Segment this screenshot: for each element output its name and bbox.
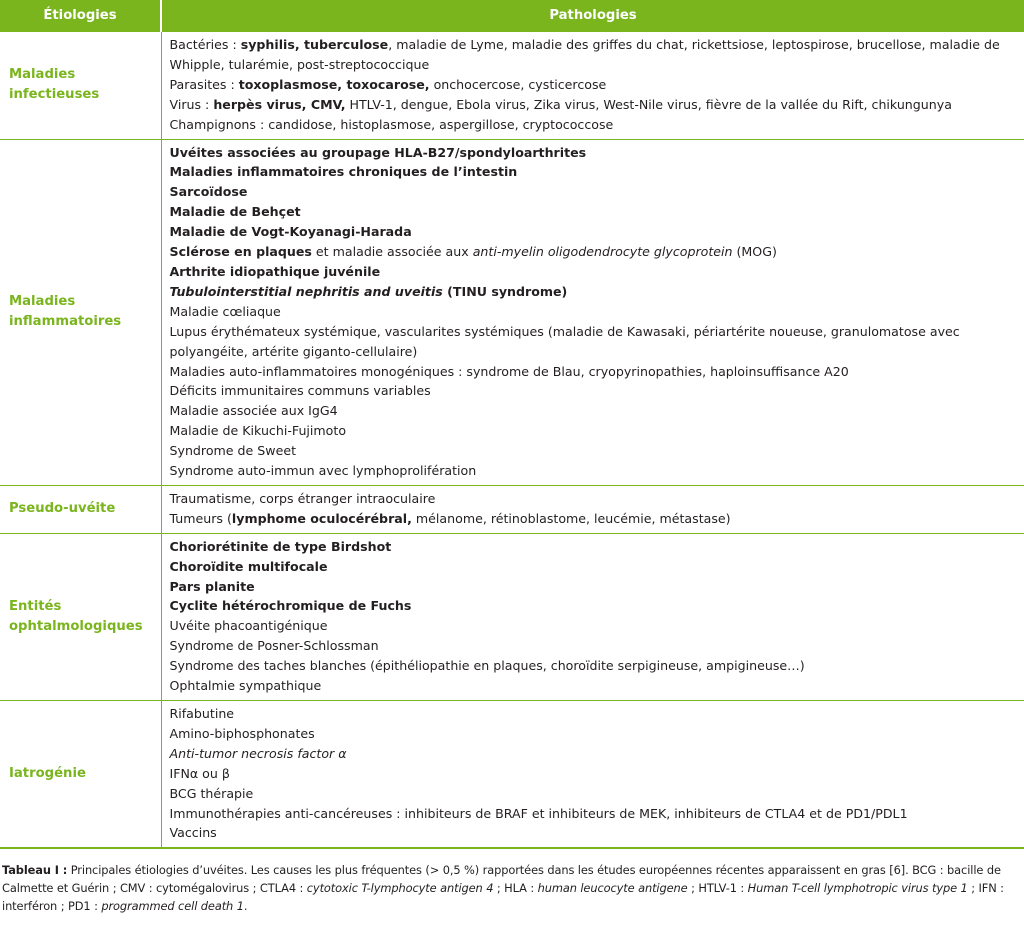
text-segment: Tubulointerstitial nephritis and uveitis <box>169 283 443 299</box>
caption-text: human leucocyte antigene <box>537 881 688 896</box>
text-segment: , maladie de Lyme, maladie des griffes du chat, rickettsiose, leptospirose, brucellose, maladie de Whipple, tularémie, post-streptococcique <box>169 37 1000 72</box>
caption-text: ; HLA : <box>493 881 538 896</box>
pathology-item <box>170 362 1019 382</box>
text-segment: Syndrome des taches blanches (épithéliopathie en plaques, choroïdite serpigineuse, ampigineuse…) <box>169 658 805 674</box>
etiology-category <box>0 533 161 700</box>
caption-label: Tableau I : <box>2 863 68 878</box>
table-caption <box>0 861 1024 915</box>
caption-text: . <box>243 899 248 914</box>
pathology-item <box>170 182 1019 202</box>
text-segment: Maladie cœliaque <box>169 303 281 319</box>
text-segment: Syndrome de Sweet <box>169 443 297 459</box>
text-segment: et maladie associée aux <box>311 244 473 260</box>
pathology-item <box>170 282 1019 302</box>
pathology-item <box>170 461 1019 481</box>
text-segment: lymphome oculocérébral, <box>231 510 412 526</box>
pathology-item <box>170 577 1019 597</box>
category-label-line: infectieuses <box>9 87 100 103</box>
text-segment: Maladies auto-inflammatoires monogéniques : syndrome de Blau, cryopyrinopathies, haploinsuffisance A20 <box>169 363 849 379</box>
pathology-item <box>170 95 1019 115</box>
pathology-item <box>170 489 1019 509</box>
text-segment: Maladie de Behçet <box>169 204 301 220</box>
pathology-item <box>170 509 1019 529</box>
caption-text: programmed cell death 1 <box>101 899 244 914</box>
pathology-item <box>170 764 1019 784</box>
pathology-list <box>161 32 1024 139</box>
text-segment: Parasites : <box>169 76 239 92</box>
text-segment: Arthrite idiopathique juvénile <box>169 263 381 279</box>
text-segment: herpès virus, CMV, <box>213 96 346 112</box>
text-segment: Anti-tumor necrosis factor α <box>169 745 347 761</box>
text-segment: Immunothérapies anti-cancéreuses : inhibiteurs de BRAF et inhibiteurs de MEK, inhibiteurs de CTLA4 et de PD1/PDL1 <box>169 805 908 821</box>
category-label-line: ophtalmologiques <box>9 618 143 634</box>
caption-text: Human T-cell lymphotropic virus type 1 <box>747 881 968 896</box>
table-row <box>0 485 1024 533</box>
text-segment: Traumatisme, corps étranger intraoculaire <box>169 490 436 506</box>
pathology-item <box>170 656 1019 676</box>
caption-text: ; IFN : interféron ; PD1 : <box>2 881 1004 914</box>
pathology-item <box>170 35 1019 75</box>
pathology-item <box>170 401 1019 421</box>
pathology-item <box>170 222 1019 242</box>
text-segment: Sclérose en plaques <box>169 244 312 260</box>
text-segment: anti-myelin oligodendrocyte glycoprotein <box>472 244 733 260</box>
category-label-line: Iatrogénie <box>9 766 86 782</box>
header-etiologies: Étiologies <box>0 0 161 32</box>
text-segment: Bactéries : <box>169 37 241 52</box>
text-segment: Maladie associée aux IgG4 <box>169 403 338 419</box>
text-segment: syphilis, tuberculose <box>240 37 389 52</box>
text-segment: Choroïdite multifocale <box>169 558 328 574</box>
text-segment: Amino-biphosphonates <box>169 725 315 741</box>
pathology-list <box>161 533 1024 700</box>
text-segment: (MOG) <box>732 244 777 260</box>
pathology-item <box>170 302 1019 322</box>
pathology-item <box>170 381 1019 401</box>
category-label-line: Entités <box>9 598 62 614</box>
header-row <box>0 0 1024 32</box>
table-row <box>0 139 1024 485</box>
pathology-list <box>161 485 1024 533</box>
text-segment: onchocercose, cysticercose <box>429 76 607 92</box>
text-segment: Lupus érythémateux systémique, vascularites systémiques (maladie de Kawasaki, périartérite noueuse, granulomatose avec polyangéite, artérite giganto-cellulaire) <box>169 323 960 359</box>
text-segment: Pars planite <box>169 578 255 594</box>
category-label-line: Maladies <box>9 294 76 310</box>
pathology-item <box>170 744 1019 764</box>
text-segment: Syndrome de Posner-Schlossman <box>169 638 379 654</box>
pathology-item <box>170 724 1019 744</box>
text-segment: Tumeurs ( <box>169 510 232 526</box>
pathology-item <box>170 596 1019 616</box>
category-label-line: Pseudo-uvéite <box>9 501 116 517</box>
pathology-item <box>170 143 1019 163</box>
text-segment: Uvéite phacoantigénique <box>169 618 328 634</box>
text-segment: Maladie de Kikuchi-Fujimoto <box>169 423 347 439</box>
text-segment: Vaccins <box>169 825 217 841</box>
pathology-item <box>170 162 1019 182</box>
pathology-item <box>170 784 1019 804</box>
pathology-item <box>170 242 1019 262</box>
text-segment: Maladies inflammatoires chroniques de l’intestin <box>169 164 518 180</box>
text-segment: Sarcoïdose <box>169 184 248 200</box>
text-segment: Uvéites associées au groupage HLA-B27/spondyloarthrites <box>169 144 587 160</box>
table-body <box>0 32 1024 848</box>
pathology-item <box>170 75 1019 95</box>
text-segment: Déficits immunitaires communs variables <box>169 383 431 399</box>
text-segment: IFNα ou β <box>169 765 230 781</box>
caption-text: ; HTLV-1 : <box>687 881 748 896</box>
table-row <box>0 701 1024 849</box>
text-segment: toxoplasmose, toxocarose, <box>238 76 430 92</box>
pathology-item <box>170 616 1019 636</box>
text-segment: Cyclite hétérochromique de Fuchs <box>169 598 412 614</box>
pathology-item <box>170 704 1019 724</box>
pathology-item <box>170 202 1019 222</box>
text-segment: BCG thérapie <box>169 785 254 801</box>
pathology-item <box>170 441 1019 461</box>
table-row <box>0 32 1024 139</box>
text-segment: Choriorétinite de type Birdshot <box>169 538 392 554</box>
table-row <box>0 533 1024 700</box>
text-segment: mélanome, rétinoblastome, leucémie, métastase) <box>411 510 731 526</box>
text-segment: Ophtalmie sympathique <box>169 678 322 694</box>
text-segment: HTLV-1, dengue, Ebola virus, Zika virus, West-Nile virus, fièvre de la vallée du Rift, chikungunya <box>345 96 952 112</box>
pathology-item <box>170 262 1019 282</box>
pathology-item <box>170 823 1019 843</box>
etiology-category <box>0 32 161 139</box>
caption-text: Principales étiologies d’uvéites. Les causes les plus fréquentes (> 0,5 %) rapportées dans les études européennes récentes apparaissent en gras [6]. BCG : bacille de Calmette et Guérin ; CMV : cytomégalovirus ; CTLA4 : <box>2 863 1001 896</box>
category-label-line: Maladies <box>9 67 76 83</box>
pathology-item <box>170 421 1019 441</box>
text-segment: Maladie de Vogt-Koyanagi-Harada <box>169 224 412 240</box>
pathology-item <box>170 676 1019 696</box>
caption-text: cytotoxic T-lymphocyte antigen 4 <box>306 881 494 896</box>
text-segment: Virus : <box>169 96 214 112</box>
text-segment: Rifabutine <box>169 706 235 721</box>
pathology-item <box>170 804 1019 824</box>
pathology-item <box>170 557 1019 577</box>
pathology-item <box>170 115 1019 135</box>
header-pathologies: Pathologies <box>161 0 1024 32</box>
etiology-category <box>0 139 161 485</box>
pathology-list <box>161 139 1024 485</box>
text-segment: Syndrome auto-immun avec lymphoprolifération <box>169 463 477 479</box>
pathology-item <box>170 636 1019 656</box>
table-header <box>0 0 1024 32</box>
text-segment: (TINU syndrome) <box>442 283 568 299</box>
pathology-item <box>170 537 1019 557</box>
pathology-list <box>161 701 1024 849</box>
text-segment: Champignons : candidose, histoplasmose, aspergillose, cryptococcose <box>169 116 614 132</box>
etiology-category <box>0 701 161 849</box>
category-label-line: inflammatoires <box>9 314 122 330</box>
pathology-item <box>170 322 1019 362</box>
etiology-category <box>0 485 161 533</box>
